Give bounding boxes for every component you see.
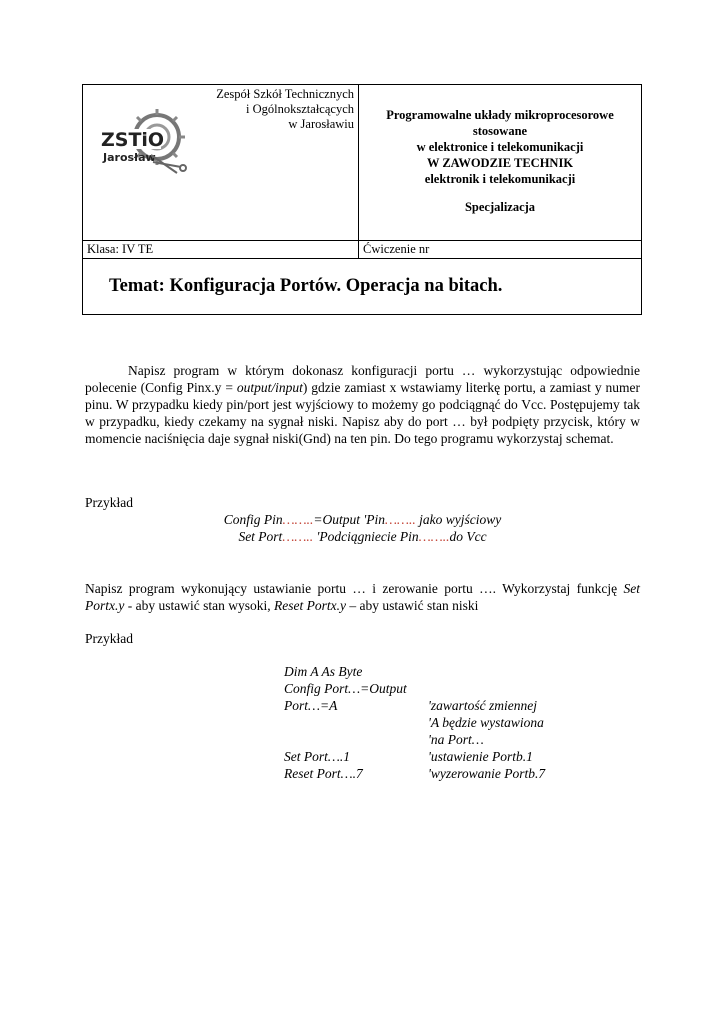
- ex-text: =Output 'Pin: [313, 512, 386, 527]
- course-line: elektronik i telekomunikacji: [424, 172, 576, 186]
- ex-placeholder: ……..: [282, 512, 314, 527]
- course-line: W ZAWODZIE TECHNIK: [426, 156, 574, 170]
- ex-placeholder: ……..: [282, 529, 317, 544]
- para2-italic: Set Portx.y: [85, 581, 640, 613]
- example-1: [85, 511, 640, 545]
- para2-text: Napisz program wykonujący ustawianie portu … i zerowanie portu …. Wykorzystaj funkcję: [85, 581, 624, 596]
- example-label: Przykład: [85, 495, 133, 510]
- ex-placeholder: ……..: [385, 512, 416, 527]
- ex-text: jako wyjściowy: [415, 512, 502, 527]
- ex-text: Config Pin: [223, 512, 283, 527]
- code-line: 'na Port…: [428, 732, 484, 747]
- code-line: 'A będzie wystawiona: [428, 715, 544, 730]
- code-line: Port…=A 'zawartość zmiennej: [284, 698, 538, 713]
- instruction-paragraph-2: [85, 580, 640, 614]
- school-line: w Jarosławiu: [288, 117, 354, 131]
- para1-italic: output/input: [236, 380, 303, 395]
- school-cell: [83, 85, 359, 241]
- example-1-line-2: [85, 528, 640, 545]
- code-line: Dim A As Byte: [284, 664, 363, 679]
- example-1-line-1: [85, 511, 640, 528]
- school-line: Zespół Szkół Technicznych: [216, 87, 354, 101]
- header-table: [82, 84, 642, 315]
- para2-text: – aby ustawić stan niski: [345, 598, 479, 613]
- logo-text-top: ZSTiO: [101, 129, 165, 151]
- ex-placeholder: ……..: [418, 529, 450, 544]
- topic-title: Temat: Konfiguracja Portów. Operacja na bitach.: [83, 259, 642, 315]
- course-line: Programowalne układy mikroprocesorowe: [386, 108, 614, 122]
- para1-text-cont: ) gdzie zamiast x wstawiamy literkę portu, a zamiast y numer pinu. W przypadku kiedy pin/port jest wyjściowy to możemy go podciągnąć do Vcc. Postępujemy tak w przypadku, kiedy czekamy na sygnał niski. Napisz aby do port … był podpięty przycisk, który w momencie naciśnięcia daje sygnał niski(Gnd) na ten pin. Do tego programu wykorzystaj schemat.: [85, 380, 640, 446]
- code-example: [284, 663, 545, 782]
- code-line: Reset Port….7 'wyzerowanie Portb.7: [284, 766, 546, 781]
- exercise-label: Ćwiczenie nr: [359, 241, 642, 259]
- para2-text: - aby ustawić stan wysoki,: [124, 598, 274, 613]
- para1-text: Napisz program w którym dokonasz konfiguracji portu … wykorzystując odpowiednie polecenie (Config Pinx.y =: [85, 363, 640, 395]
- code-line: Set Port….1 'ustawienie Portb.1: [284, 749, 533, 764]
- course-cell: [359, 85, 642, 241]
- school-line: i Ogólnokształcących: [246, 102, 354, 116]
- example-label-2: Przykład: [85, 631, 133, 646]
- code-line: Config Port…=Output: [284, 681, 407, 696]
- instruction-paragraph-1: [85, 362, 640, 447]
- logo-text-bottom: Jarosław: [103, 151, 156, 164]
- school-name: [216, 87, 354, 132]
- class-label: Klasa: IV TE: [83, 241, 359, 259]
- ex-text: do Vcc: [449, 529, 487, 544]
- specialization: Specjalizacja: [464, 200, 536, 214]
- course-line: w elektronice i telekomunikacji: [416, 140, 584, 154]
- para2-italic: Reset Portx.y: [273, 598, 346, 613]
- ex-text: 'Podciągniecie Pin: [316, 529, 419, 544]
- ex-text: Set Port: [238, 529, 283, 544]
- school-logo: [95, 107, 190, 177]
- course-line: stosowane: [472, 124, 528, 138]
